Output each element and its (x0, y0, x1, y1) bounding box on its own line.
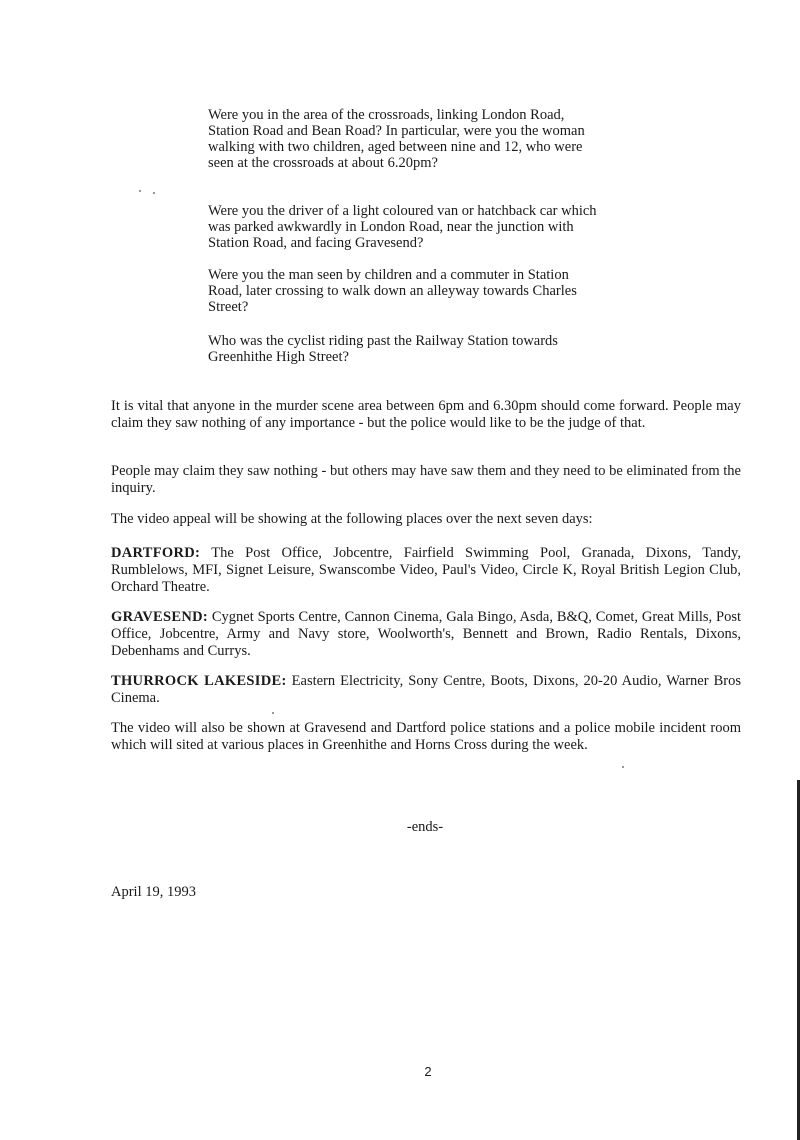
scan-speck (139, 190, 141, 192)
dartford-places: The Post Office, Jobcentre, Fairfield Swimming Pool, Granada, Dixons, Tandy, Rumblelows, MFI, Signet Leisure, Swanscombe Video, Paul's Video, Circle K, Royal British Legion Club, Orchard Theatre. (111, 545, 741, 595)
paragraph-thurrock (111, 673, 741, 707)
scan-speck (272, 712, 274, 714)
scan-speck (622, 766, 624, 768)
question-crossroads: Were you in the area of the crossroads, linking London Road, Station Road and Bean Road? In particular, were you the woman walking with two children, aged between nine and 12, who were seen at the crossroads at about 6.20pm? (208, 107, 585, 171)
question-cyclist: Who was the cyclist riding past the Railway Station towards Greenhithe High Street? (208, 333, 558, 365)
paragraph-vital: It is vital that anyone in the murder scene area between 6pm and 6.30pm should come forward. People may claim they saw nothing of any importance - but the police would like to be the judge of that. (111, 398, 741, 431)
paragraph-police-stations: The video will also be shown at Gravesend and Dartford police stations and a police mobile incident room which will sited at various places in Greenhithe and Horns Cross during the week. (111, 720, 741, 753)
question-man-station-road: Were you the man seen by children and a commuter in Station Road, later crossing to walk down an alleyway towards Charles Street? (208, 267, 577, 315)
scan-speck (153, 192, 155, 194)
thurrock-heading: THURROCK LAKESIDE: (111, 673, 287, 689)
paragraph-eliminated: People may claim they saw nothing - but others may have saw them and they need to be eliminated from the inquiry. (111, 463, 741, 496)
paragraph-video-intro: The video appeal will be showing at the following places over the next seven days: (111, 511, 593, 527)
gravesend-heading: GRAVESEND: (111, 609, 209, 625)
paragraph-dartford (111, 545, 741, 596)
question-van-driver: Were you the driver of a light coloured van or hatchback car which was parked awkwardly in London Road, near the junction with Station Road, and facing Gravesend? (208, 203, 597, 251)
ends-marker: -ends- (406, 819, 444, 835)
paragraph-gravesend (111, 609, 741, 660)
gravesend-places: Cygnet Sports Centre, Cannon Cinema, Gala Bingo, Asda, B&Q, Comet, Great Mills, Post Office, Jobcentre, Army and Navy store, Woolworth's, Bennett and Brown, Radio Rentals, Dixons, Debenhams and Currys. (111, 609, 741, 659)
dartford-heading: DARTFORD: (111, 545, 201, 561)
thurrock-places: Eastern Electricity, Sony Centre, Boots, Dixons, 20-20 Audio, Warner Bros Cinema. (111, 673, 741, 706)
document-date: April 19, 1993 (111, 884, 196, 900)
page-number: 2 (424, 1064, 432, 1079)
